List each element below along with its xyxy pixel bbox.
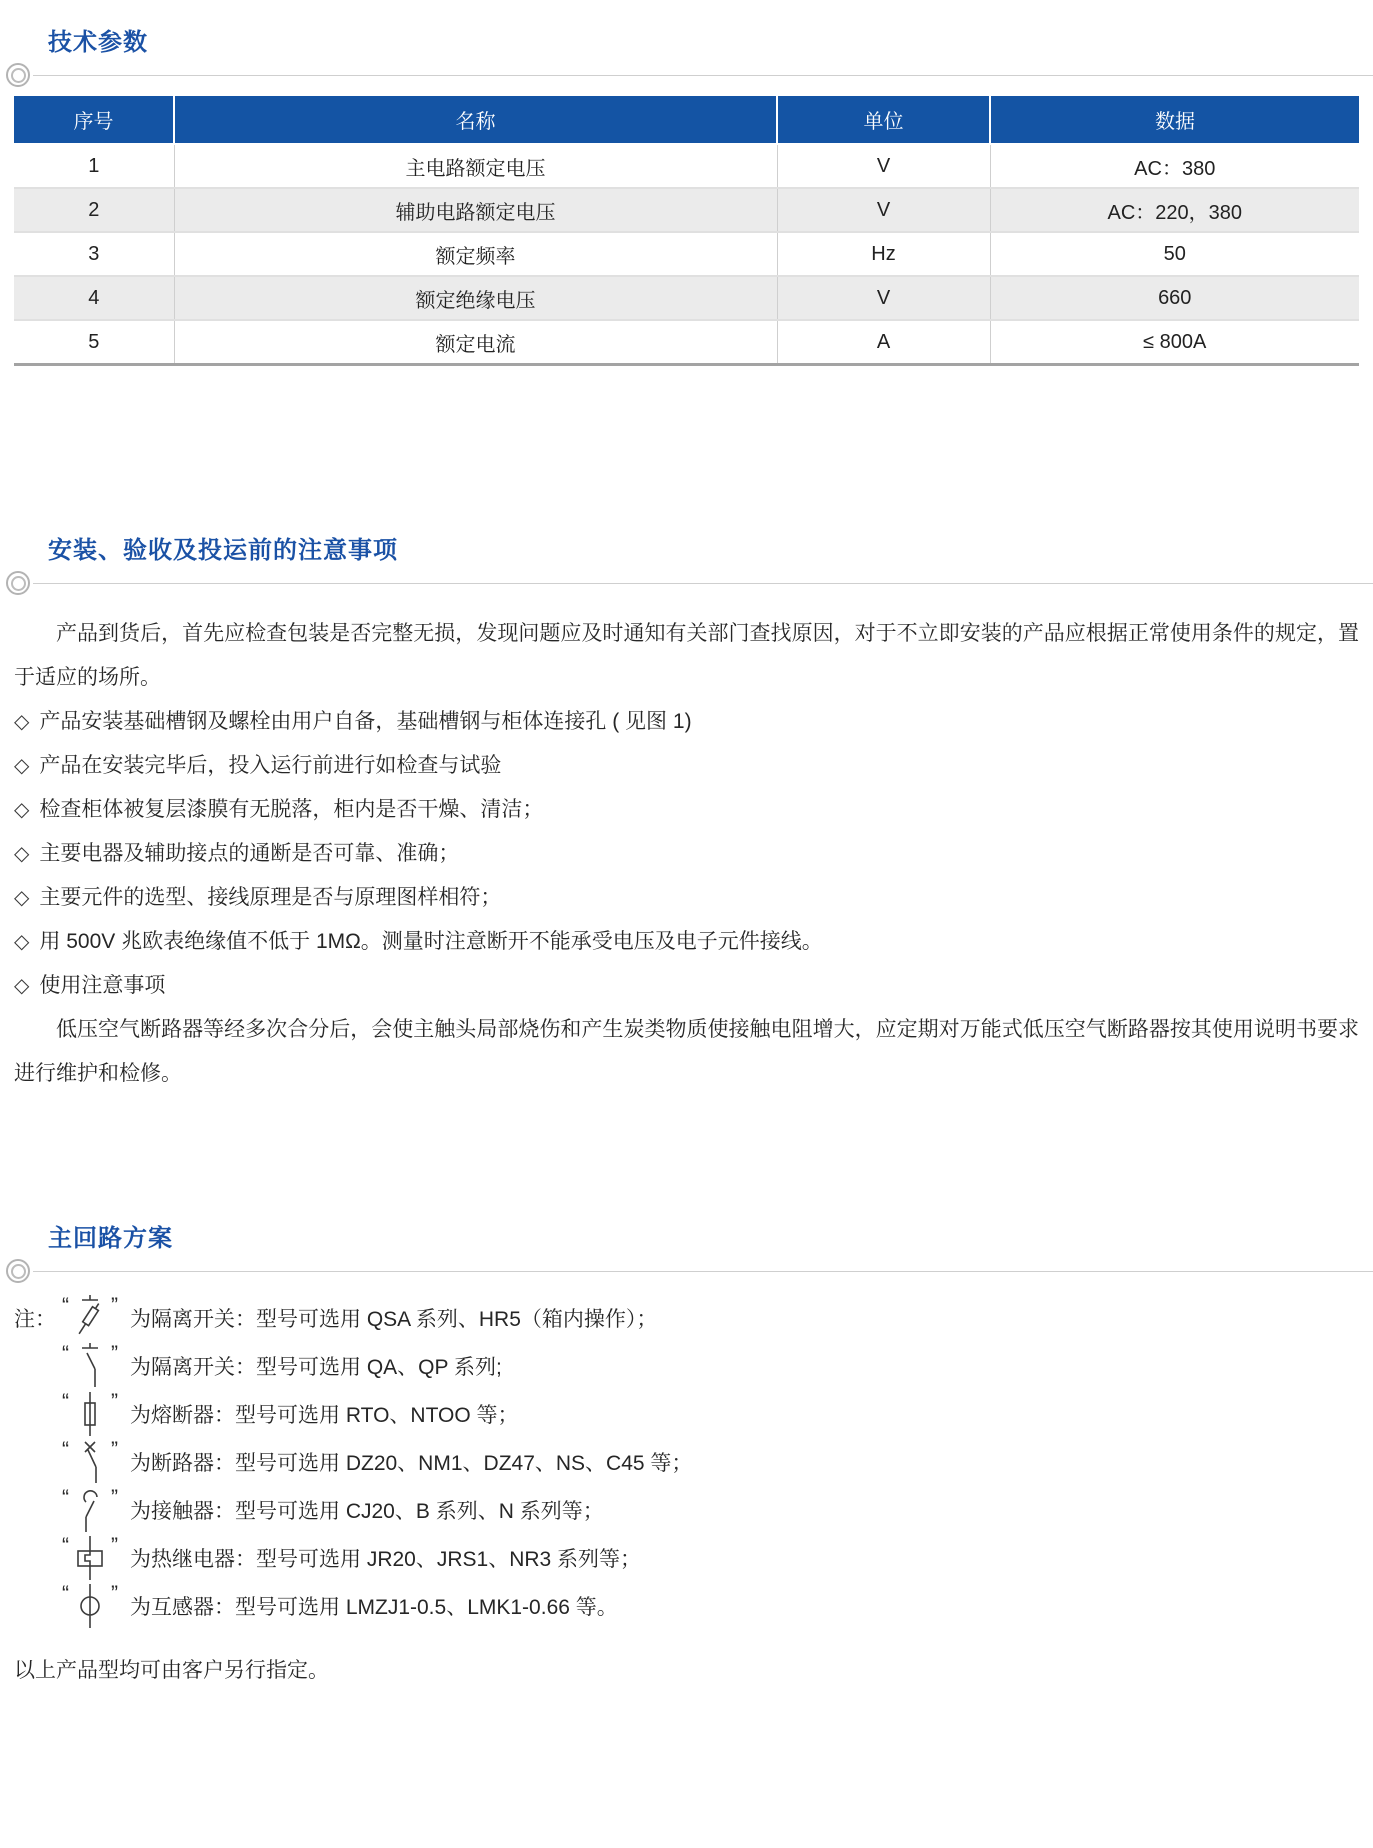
legend-text: 为熔断器：型号可选用 RTO、NTOO 等；: [130, 1404, 519, 1427]
ring-ornament-icon: [6, 1259, 30, 1283]
table-cell: 5: [14, 320, 174, 365]
diamond-bullet-icon: ◇: [14, 887, 30, 909]
footnote: 以上产品型均可由客户另行指定。: [14, 1659, 329, 1682]
fuse-disconnector-icon: [69, 1294, 111, 1342]
open-quote: “: [62, 1486, 69, 1509]
legend-text: 为隔离开关：型号可选用 QSA 系列、HR5（箱内操作）；: [130, 1308, 658, 1331]
table-cell: 50: [990, 232, 1359, 276]
table-row: [14, 276, 1359, 320]
table-cell: V: [777, 188, 990, 232]
symbol-legend: [14, 1294, 1359, 1630]
table-cell: 1: [14, 144, 174, 188]
legend-row: [14, 1294, 1359, 1342]
bullet-text: 产品安装基础槽钢及螺栓由用户自备，基础槽钢与柜体连接孔 ( 见图 1): [39, 710, 692, 733]
divider-line: [33, 75, 1373, 76]
list-item: [14, 788, 1359, 832]
table-cell: 辅助电路额定电压: [174, 188, 777, 232]
table-cell: Hz: [777, 232, 990, 276]
close-quote: ”: [111, 1390, 118, 1413]
table-cell: V: [777, 144, 990, 188]
open-quote: “: [62, 1534, 69, 1557]
table-row: [14, 188, 1359, 232]
section-title-install: 安装、验收及投运前的注意事项: [48, 537, 398, 564]
table-row: [14, 232, 1359, 276]
thermal-relay-icon: [69, 1534, 111, 1582]
open-quote: “: [62, 1294, 69, 1317]
table-row: [14, 320, 1359, 365]
diamond-bullet-icon: ◇: [14, 755, 30, 777]
legend-text: 为互感器：型号可选用 LMZJ1-0.5、LMK1-0.66 等。: [130, 1596, 618, 1619]
list-item: [14, 964, 1359, 1008]
close-quote: ”: [111, 1486, 118, 1509]
table-cell: 额定频率: [174, 232, 777, 276]
table-header-row: [14, 96, 1359, 144]
close-quote: ”: [111, 1582, 118, 1605]
install-bullets: [14, 700, 1359, 1008]
diamond-bullet-icon: ◇: [14, 799, 30, 821]
section-divider: [0, 60, 1373, 90]
tech-table-body: [14, 144, 1359, 365]
legend-text: 为断路器：型号可选用 DZ20、NM1、DZ47、NS、C45 等；: [130, 1452, 693, 1475]
table-cell: AC：220，380: [990, 188, 1359, 232]
table-cell: 额定电流: [174, 320, 777, 365]
open-quote: “: [62, 1390, 69, 1413]
fuse-icon: [69, 1390, 111, 1438]
ring-ornament-icon: [6, 571, 30, 595]
table-cell: 3: [14, 232, 174, 276]
close-quote: ”: [111, 1342, 118, 1365]
ring-ornament-icon: [6, 63, 30, 87]
tech-params-table: [14, 96, 1359, 366]
list-item: [14, 700, 1359, 744]
bullet-text: 检查柜体被复层漆膜有无脱落，柜内是否干燥、清洁；: [39, 798, 544, 821]
divider-line: [33, 1271, 1373, 1272]
section-title-circuit: 主回路方案: [48, 1225, 173, 1252]
table-cell: 2: [14, 188, 174, 232]
section-main-circuit: [0, 1224, 1373, 1686]
table-header-cell: 名称: [174, 96, 777, 144]
circuit-breaker-icon: [69, 1438, 111, 1486]
diamond-bullet-icon: ◇: [14, 975, 30, 997]
list-item: [14, 920, 1359, 964]
install-notes-body: [14, 612, 1359, 1096]
bullet-text: 使用注意事项: [39, 974, 166, 997]
bullet-text: 用 500V 兆欧表绝缘值不低于 1MΩ。测量时注意断开不能承受电压及电子元件接线。: [39, 930, 823, 953]
table-cell: 4: [14, 276, 174, 320]
table-cell: ≤ 800A: [990, 320, 1359, 365]
table-header-cell: 数据: [990, 96, 1359, 144]
legend-row: [14, 1342, 1359, 1390]
legend-row: [14, 1582, 1359, 1630]
table-cell: 660: [990, 276, 1359, 320]
table-header-cell: 单位: [777, 96, 990, 144]
legend-row: [14, 1534, 1359, 1582]
legend-text: 为隔离开关：型号可选用 QA、QP 系列;: [130, 1356, 502, 1379]
note-prefix: 注：: [14, 1308, 56, 1331]
list-item: [14, 876, 1359, 920]
tech-table-head: [14, 96, 1359, 144]
open-quote: “: [62, 1438, 69, 1461]
legend-text: 为接触器：型号可选用 CJ20、B 系列、N 系列等；: [130, 1500, 604, 1523]
contactor-icon: [69, 1486, 111, 1534]
legend-text: 为热继电器：型号可选用 JR20、JRS1、NR3 系列等；: [130, 1548, 642, 1571]
table-row: [14, 144, 1359, 188]
knife-switch-icon: [69, 1342, 111, 1390]
bullet-text: 主要电器及辅助接点的通断是否可靠、准确；: [39, 842, 460, 865]
close-quote: ”: [111, 1438, 118, 1461]
legend-row: [14, 1438, 1359, 1486]
open-quote: “: [62, 1342, 69, 1365]
divider-line: [33, 583, 1373, 584]
legend-row: [14, 1390, 1359, 1438]
section-divider: [0, 1256, 1373, 1286]
current-transformer-icon: [69, 1582, 111, 1630]
section-divider: [0, 568, 1373, 598]
closing-paragraph: 低压空气断路器等经多次合分后，会使主触头局部烧伤和产生炭类物质使接触电阻增大，应定期对万能式低压空气断路器按其使用说明书要求进行维护和检修。: [14, 1018, 1359, 1085]
diamond-bullet-icon: ◇: [14, 931, 30, 953]
table-cell: A: [777, 320, 990, 365]
bullet-text: 产品在安装完毕后，投入运行前进行如检查与试验: [39, 754, 502, 777]
diamond-bullet-icon: ◇: [14, 711, 30, 733]
table-cell: 额定绝缘电压: [174, 276, 777, 320]
intro-paragraph: 产品到货后，首先应检查包装是否完整无损，发现问题应及时通知有关部门查找原因，对于不立即安装的产品应根据正常使用条件的规定，置于适应的场所。: [14, 622, 1359, 689]
legend-row: [14, 1486, 1359, 1534]
list-item: [14, 744, 1359, 788]
close-quote: ”: [111, 1534, 118, 1557]
bullet-text: 主要元件的选型、接线原理是否与原理图样相符；: [39, 886, 502, 909]
table-header-cell: 序号: [14, 96, 174, 144]
section-title-tech: 技术参数: [48, 29, 148, 56]
open-quote: “: [62, 1582, 69, 1605]
diamond-bullet-icon: ◇: [14, 843, 30, 865]
table-cell: V: [777, 276, 990, 320]
table-cell: 主电路额定电压: [174, 144, 777, 188]
section-install-notes: [0, 536, 1373, 1096]
close-quote: ”: [111, 1294, 118, 1317]
list-item: [14, 832, 1359, 876]
table-cell: AC：380: [990, 144, 1359, 188]
section-tech-params: [0, 0, 1373, 366]
